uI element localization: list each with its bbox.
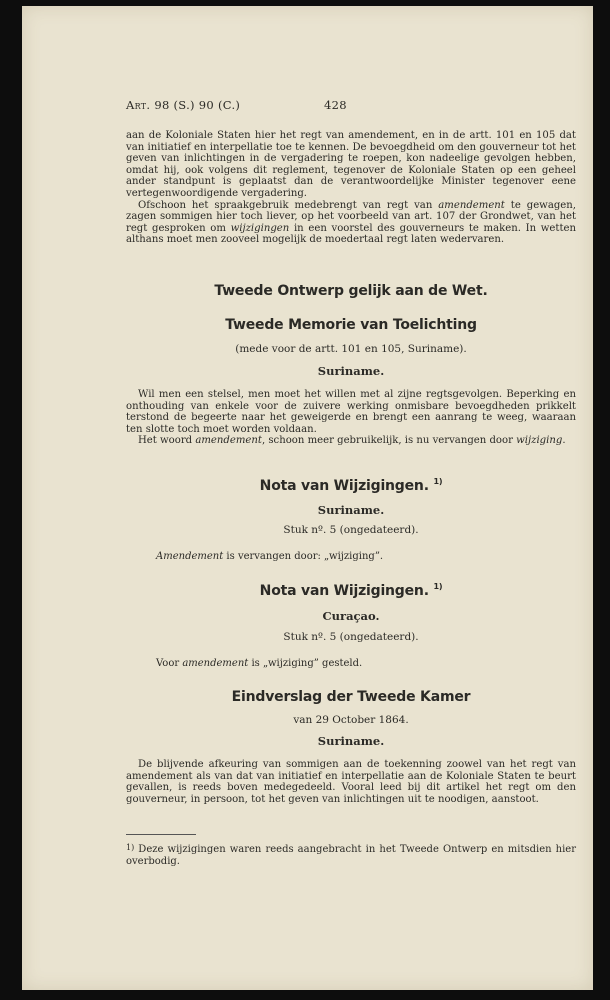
italic-term: amendement — [182, 658, 249, 669]
nota-suriname-stuk: Stuk nº. 5 (ongedateerd). — [283, 524, 419, 536]
memorie-text — [126, 389, 576, 447]
text-run: in een voorstel des gouverneurs te maken. In wetten althans moet men zooveel mogelijk de moedertaal regt laten wedervaren. — [126, 222, 576, 246]
page-number: 428 — [324, 98, 347, 112]
text-run: Ofschoon het spraakgebruik medebrengt van regt van — [138, 199, 439, 211]
nota-curacao-region: Curaçao. — [322, 609, 380, 623]
nota-curacao-stuk: Stuk nº. 5 (ongedateerd). — [283, 631, 419, 643]
italic-term: wijzigingen — [230, 222, 290, 234]
title-text: Nota van Wijzigingen. — [259, 583, 429, 599]
footnote-mark: 1) — [126, 843, 135, 852]
eindverslag-paragraph: De blijvende afkeuring van sommigen aan de toekenning zoowel van het regt van amendement als van dat van initiatief en interpellatie aan de Koloniale Staten te beurt gevallen, is reeds boven medegedeeld. Vooral leed bij dit artikel het regt om den gouverneur, in persoon, tot het geven van inlichtingen uit te noodigen, aanstoot. — [126, 759, 576, 805]
title-text: Nota van Wijzigingen. — [259, 478, 429, 494]
eindverslag-date: van 29 October 1864. — [293, 714, 409, 726]
nota-suriname-line — [156, 551, 576, 563]
intro-text — [126, 130, 576, 246]
section-title-nota-curacao — [126, 583, 576, 599]
text-run: , schoon meer gebruikelijk, is nu vervangen door — [261, 435, 517, 447]
footnote-mark: 1) — [433, 582, 443, 591]
footnote-text: Deze wijzigingen waren reeds aangebracht in het Tweede Ontwerp en mitsdien hier overbodig. — [126, 844, 576, 867]
footnote — [126, 844, 576, 867]
eindverslag-region: Suriname. — [317, 734, 385, 748]
text-run: is vervangen door: „wijziging”. — [223, 551, 384, 562]
text-run: . — [562, 435, 566, 447]
italic-term: amendement — [195, 435, 262, 447]
memorie-paragraph-2 — [126, 435, 576, 447]
text-run: is „wijziging” gesteld. — [248, 658, 363, 669]
section-title-eindverslag: Eindverslag der Tweede Kamer — [231, 689, 471, 705]
document-page — [22, 6, 593, 990]
text-run: Voor — [156, 658, 183, 669]
eindverslag-text — [126, 759, 576, 805]
italic-term: amendement — [438, 199, 505, 211]
intro-paragraph-1: aan de Koloniale Staten hier het regt van amendement, en in de artt. 101 en 105 dat van initiatief en interpellatie toe te kennen. De bevoegdheid om den gouverneur tot het geven van inlichtingen in de vergadering te roepen, kon nadeelige gevolgen hebben, omdat hij, ook volgens dit reglement, tegenover de Koloniale Staten op een geheel ander standpunt is geplaatst dan de verantwoordelijke Minister tegenover eene vertegenwoordigende vergadering. — [126, 130, 576, 199]
section-title-memorie: Tweede Memorie van Toelichting — [225, 317, 477, 333]
italic-term: wijziging — [516, 435, 563, 447]
footnote-mark: 1) — [433, 477, 443, 486]
text-run: Het woord — [138, 435, 196, 447]
memorie-region: Suriname. — [317, 364, 385, 378]
memorie-paragraph-1: Wil men een stelsel, men moet het willen met al zijne regtsgevolgen. Beperking en onthouding van enkele voor de zuivere werking onmisbare bevoegdheden prikkelt terstond de begeerte naar het geweigerde en brengt een aanrang te weeg, waaraan ten slotte toch moet worden voldaan. — [126, 389, 576, 435]
intro-paragraph-2 — [126, 200, 576, 246]
footnote-divider — [126, 834, 196, 835]
text-run: te gewagen, zagen sommigen hier toch liever, op het voorbeeld van art. 107 der Grondwet, van het regt gesproken om — [126, 199, 576, 234]
nota-suriname-region: Suriname. — [317, 503, 385, 517]
section-title-nota-suriname — [126, 478, 576, 494]
running-header — [126, 98, 576, 114]
article-reference: Art. 98 (S.) 90 (C.) — [126, 98, 241, 112]
nota-curacao-line — [156, 658, 576, 670]
italic-term: Amendement — [156, 551, 224, 562]
memorie-subtitle: (mede voor de artt. 101 en 105, Suriname). — [235, 343, 467, 355]
section-title-ontwerp: Tweede Ontwerp gelijk aan de Wet. — [214, 283, 488, 299]
